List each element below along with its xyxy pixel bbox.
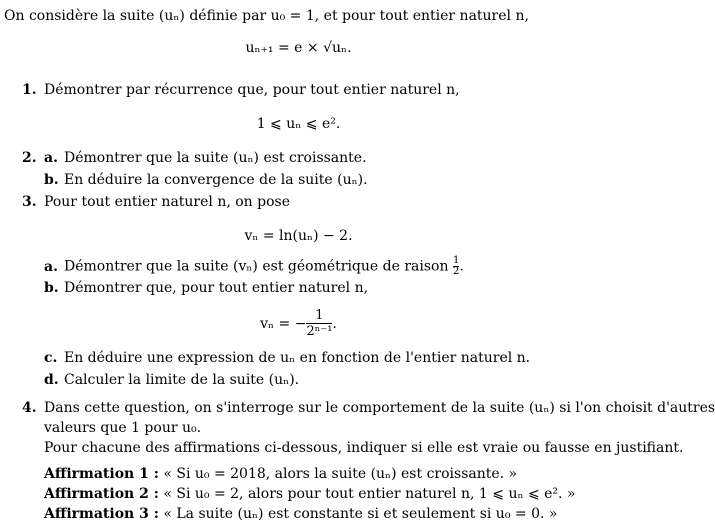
recurrence-formula: uₙ₊₁ = e × √uₙ. xyxy=(245,40,352,56)
question-3-number: 3. xyxy=(22,194,37,210)
question-4-line3: Pour chacune des affirmations ci-dessous, indiquer si elle est vraie ou fausse en justifiant. xyxy=(44,440,684,456)
question-2a-text: Démontrer que la suite (uₙ) est croissante. xyxy=(64,150,367,166)
fraction-numerator: 1 xyxy=(452,255,460,266)
formula-denominator: 2ⁿ⁻¹ xyxy=(306,324,333,339)
formula-fraction xyxy=(306,308,332,340)
question-2b-text: En déduire la convergence de la suite (uₙ). xyxy=(64,172,368,188)
question-1-number: 1. xyxy=(22,82,37,98)
question-3d xyxy=(44,372,299,390)
question-3b-text: Démontrer que, pour tout entier naturel n, xyxy=(64,280,369,296)
intro-line: On considère la suite (uₙ) définie par u₀ = 1, et pour tout entier naturel n, xyxy=(4,8,529,24)
question-3c-label: c. xyxy=(44,350,58,366)
affirmation-3-label: Affirmation 3 : xyxy=(44,506,159,522)
affirmation-1-text: « Si u₀ = 2018, alors la suite (uₙ) est croissante. » xyxy=(163,466,518,482)
affirmation-2-label: Affirmation 2 : xyxy=(44,486,159,502)
affirmation-1 xyxy=(44,466,517,484)
affirmation-2 xyxy=(44,486,576,504)
question-1-formula: 1 ⩽ uₙ ⩽ e². xyxy=(256,116,341,132)
question-3a-text: Démontrer que la suite (vₙ) est géométrique de raison xyxy=(64,258,449,275)
question-3-text: Pour tout entier naturel n, on pose xyxy=(44,194,291,210)
question-2-number: 2. xyxy=(22,150,37,166)
question-3a: a. Démontrer que la suite (vₙ) est géométrique de raison $\frac{1}{2}$. xyxy=(44,255,464,277)
question-2a-label: a. xyxy=(44,150,58,166)
question-3b-label: b. xyxy=(44,280,59,296)
question-1 xyxy=(22,82,460,100)
question-3a-fraction xyxy=(453,256,459,277)
question-4-number: 4. xyxy=(22,400,37,416)
question-4-line1 xyxy=(22,400,715,418)
formula-lhs: vₙ = − xyxy=(260,316,307,332)
question-2b-label: b. xyxy=(44,172,59,188)
question-2b xyxy=(44,172,368,190)
question-3b-formula: vₙ = − $\frac{1}{\text{2ⁿ⁻¹}}$ . xyxy=(260,308,337,339)
question-4-line2: valeurs que 1 pour u₀. xyxy=(44,420,202,436)
question-2a xyxy=(22,150,367,168)
question-3a-label: a. xyxy=(44,258,58,275)
affirmation-2-text: « Si u₀ = 2, alors pour tout entier naturel n, 1 ⩽ uₙ ⩽ e². » xyxy=(163,486,576,502)
question-3-formula: vₙ = ln(uₙ) − 2. xyxy=(244,228,353,244)
affirmation-3-text: « La suite (uₙ) est constante si et seulement si u₀ = 0. » xyxy=(163,506,558,522)
fraction-denominator: 2 xyxy=(452,266,460,277)
question-1-text: Démontrer par récurrence que, pour tout entier naturel n, xyxy=(44,82,460,98)
affirmation-1-label: Affirmation 1 : xyxy=(44,466,159,482)
question-3c xyxy=(44,350,530,368)
question-3d-label: d. xyxy=(44,372,59,388)
affirmation-3 xyxy=(44,506,557,524)
question-3b xyxy=(44,280,368,298)
formula-numerator: 1 xyxy=(306,308,332,324)
question-4-text-line1: Dans cette question, on s'interroge sur le comportement de la suite (uₙ) si l'on choisit d'autres xyxy=(44,400,715,416)
question-3 xyxy=(22,194,290,212)
question-3d-text: Calculer la limite de la suite (uₙ). xyxy=(64,372,300,388)
question-3c-text: En déduire une expression de uₙ en fonction de l'entier naturel n. xyxy=(64,350,531,366)
